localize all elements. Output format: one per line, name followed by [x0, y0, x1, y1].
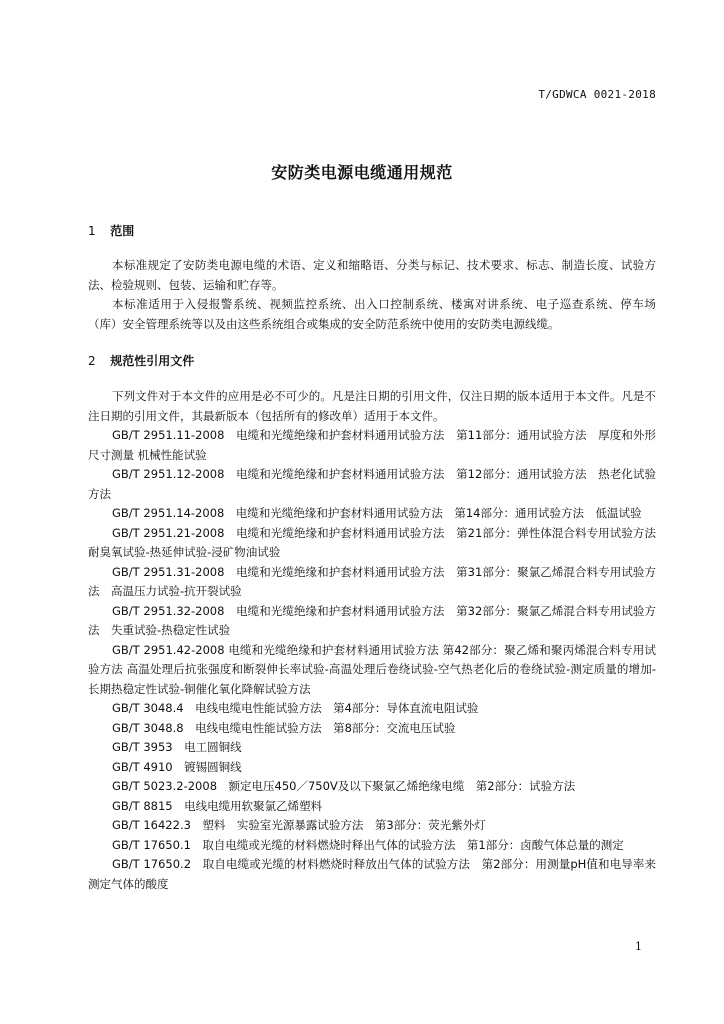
reference-entry: GB/T 2951.11-2008 电缆和光缆绝缘和护套材料通用试验方法 第11部分：通用试验方法 厚度和外形尺寸测量 机械性能试验 — [88, 428, 656, 462]
section-heading-scope — [88, 222, 134, 239]
page-number: 1 — [635, 940, 642, 953]
reference-entry: GB/T 3048.8 电线电缆电性能试验方法 第8部分：交流电压试验 — [112, 720, 456, 735]
section-number: 1 — [88, 224, 96, 238]
reference-entry: GB/T 2951.21-2008 电缆和光缆绝缘和护套材料通用试验方法 第21部分：弹性体混合料专用试验方法 耐臭氧试验-热延伸试验-浸矿物油试验 — [88, 525, 668, 559]
section-heading-normative-references — [88, 352, 194, 369]
reference-entry: GB/T 17650.1 取自电缆或光缆的材料燃烧时释出气体的试验方法 第1部分：卤酸气体总量的测定 — [112, 837, 624, 852]
paragraph: 本标准适用于入侵报警系统、视频监控系统、出入口控制系统、楼寓对讲系统、电子巡查系统、停车场（库）安全管理系统等以及由这些系统组合或集成的安全防范系统中使用的安防类电源线缆。 — [88, 297, 656, 331]
reference-entry: GB/T 8815 电线电缆用软聚氯乙烯塑料 — [112, 798, 323, 813]
reference-entry: GB/T 2951.14-2008 电缆和光缆绝缘和护套材料通用试验方法 第14部分：通用试验方法 低温试验 — [112, 506, 642, 520]
document-title: 安防类电源电缆通用规范 — [271, 163, 453, 182]
section-body-normative-references — [88, 387, 668, 894]
section-title: 规范性引用文件 — [110, 354, 195, 368]
paragraph: 下列文件对于本文件的应用是必不可少的。凡是注日期的引用文件，仅注日期的版本适用于本文件。凡是不注日期的引用文件，其最新版本（包括所有的修改单）适用于本文件。 — [88, 389, 656, 423]
reference-entry: GB/T 2951.42-2008 电缆和光缆绝缘和护套材料通用试验方法 第42部分：聚乙烯和聚丙烯混合料专用试验方法 高温处理后抗张强度和断裂伸长率试验-高温处理后卷绕试验-空气热老化后的卷绕试验-测定质量的增加-长期热稳定性试验-铜催化氧化降解试验方法 — [88, 642, 656, 696]
standard-code: T/GDWCA 0021-2018 — [538, 88, 656, 101]
section-number: 2 — [88, 354, 96, 368]
reference-entry: GB/T 3953 电工圆铜线 — [112, 740, 242, 754]
reference-entry: GB/T 4910 镀锡圆铜线 — [112, 759, 242, 774]
reference-entry: GB/T 2951.31-2008 电缆和光缆绝缘和护套材料通用试验方法 第31部分：聚氯乙烯混合料专用试验方法 高温压力试验-抗开裂试验 — [88, 564, 656, 598]
reference-entry: GB/T 2951.32-2008 电缆和光缆绝缘和护套材料通用试验方法 第32部分：聚氯乙烯混合料专用试验方法 失重试验-热稳定性试验 — [88, 603, 656, 637]
reference-entry: GB/T 2951.12-2008 电缆和光缆绝缘和护套材料通用试验方法 第12部分：通用试验方法 热老化试验方法 — [88, 467, 656, 501]
section-title: 范围 — [110, 224, 135, 238]
paragraph: 本标准规定了安防类电源电缆的术语、定义和缩略语、分类与标记、技术要求、标志、制造长度、试验方法、检验规则、包装、运输和贮存等。 — [88, 258, 656, 292]
reference-entry: GB/T 3048.4 电线电缆电性能试验方法 第4部分：导体直流电阻试验 — [112, 701, 479, 715]
reference-entry: GB/T 17650.2 取自电缆或光缆的材料燃烧时释放出气体的试验方法 第2部分：用测量pH值和电导率来测定气体的酸度 — [88, 857, 656, 891]
reference-entry: GB/T 16422.3 塑料 实验室光源暴露试验方法 第3部分：荧光紫外灯 — [112, 818, 486, 832]
reference-entry: GB/T 5023.2-2008 额定电压450／750V及以下聚氯乙烯绝缘电缆 第2部分：试验方法 — [112, 779, 576, 793]
section-body-scope — [88, 256, 656, 334]
